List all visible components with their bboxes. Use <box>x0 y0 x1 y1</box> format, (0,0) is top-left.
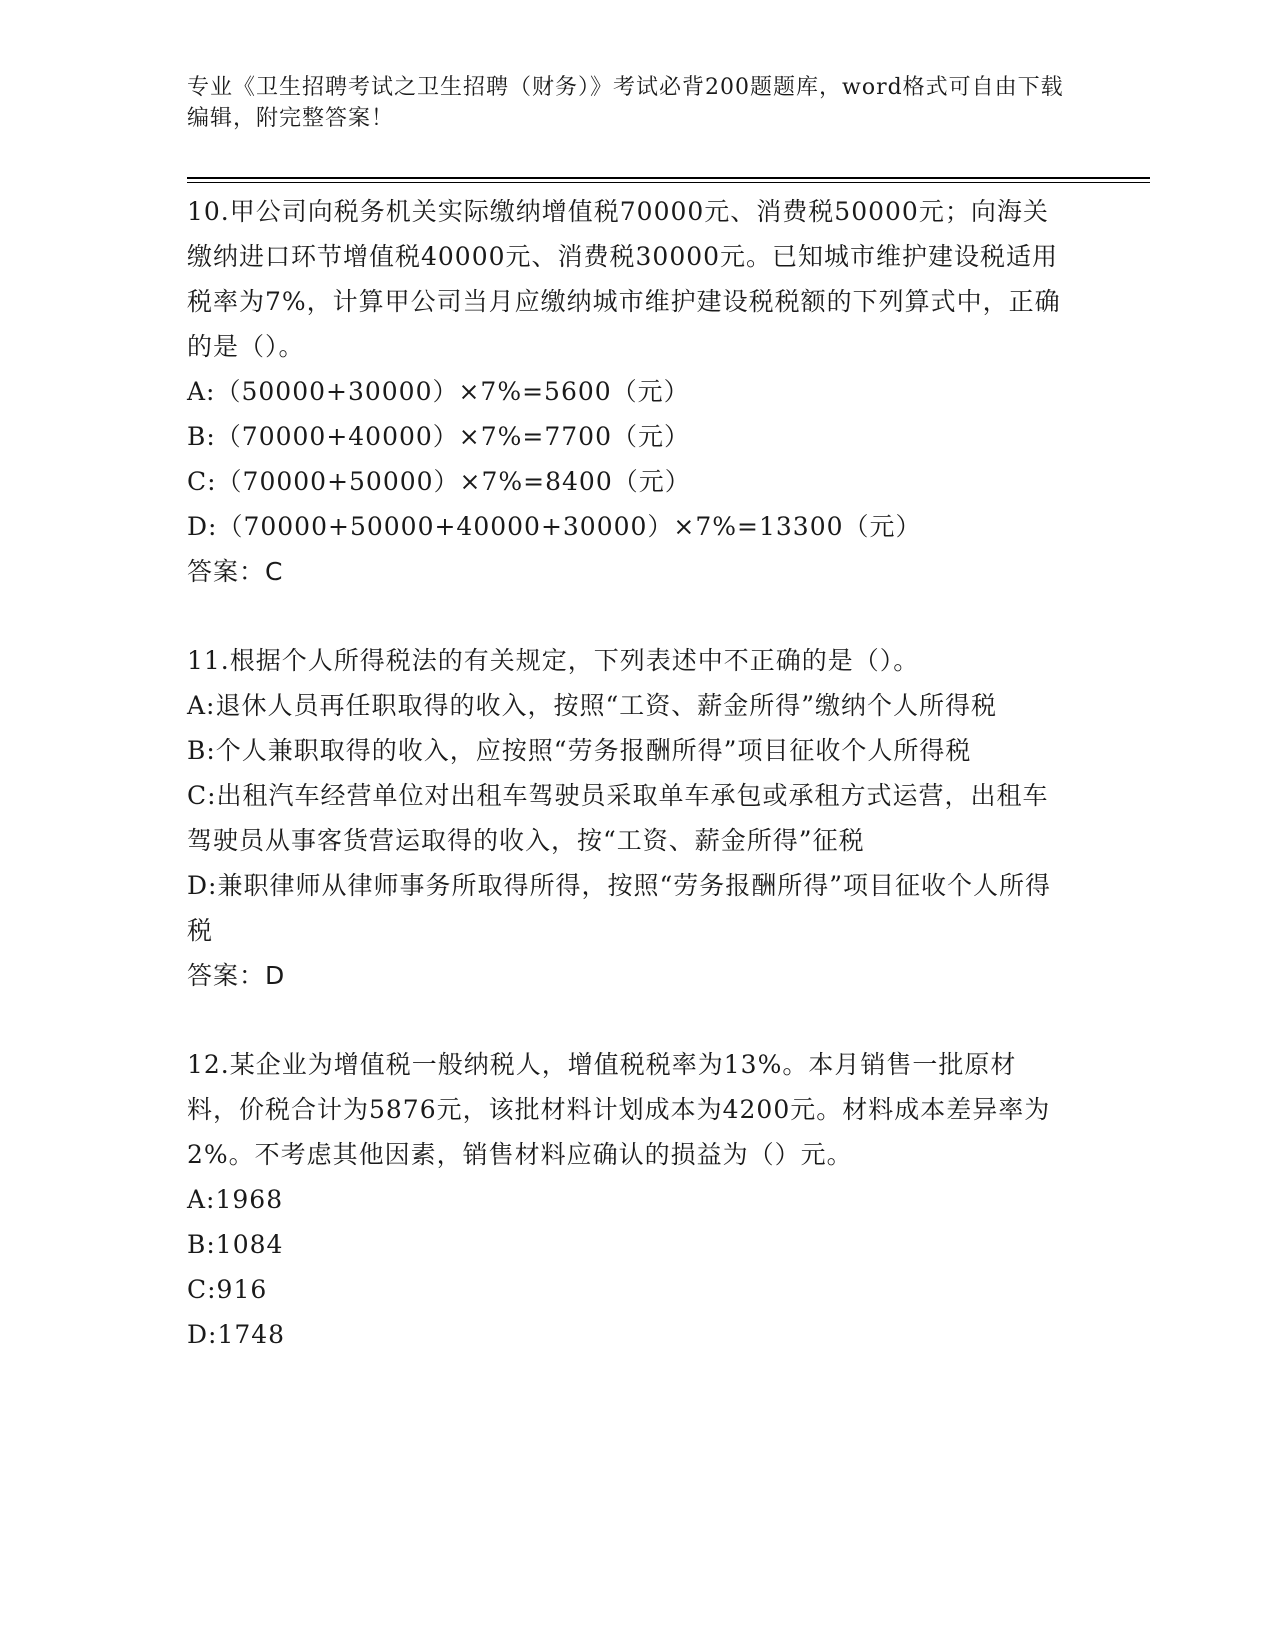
question-stem: 10.甲公司向税务机关实际缴纳增值税70000元、消费税50000元；向海关缴纳进口环节增值税40000元、消费税30000元。已知城市维护建设税适用税率为7%，计算甲公司当月应缴纳城市维护建设税税额的下列算式中，正确的是（）。 <box>187 197 1061 361</box>
option-c: C:出租汽车经营单位对出租车驾驶员采取单车承包或承租方式运营，出租车驾驶员从事客货营运取得的收入，按“工资、薪金所得”征税 <box>187 781 1049 855</box>
answer: 答案：D <box>187 961 286 990</box>
question-stem: 11.根据个人所得税法的有关规定，下列表述中不正确的是（）。 <box>187 646 920 675</box>
question-11 <box>187 638 1067 998</box>
option-b: B:1084 <box>187 1230 284 1259</box>
option-d: D:1748 <box>187 1320 286 1349</box>
question-spacer <box>187 594 1067 638</box>
option-d: D:兼职律师从律师事务所取得所得，按照“劳务报酬所得”项目征收个人所得税 <box>187 871 1052 945</box>
header-divider-thick <box>187 177 1150 179</box>
option-b: B:（70000+40000）×7%=7700（元） <box>187 422 690 451</box>
question-spacer <box>187 998 1067 1042</box>
option-d: D:（70000+50000+40000+30000）×7%=13300（元） <box>187 512 922 541</box>
option-c: C:916 <box>187 1275 268 1304</box>
option-c: C:（70000+50000）×7%=8400（元） <box>187 467 691 496</box>
option-a: A:（50000+30000）×7%=5600（元） <box>187 377 690 406</box>
question-10 <box>187 189 1067 594</box>
question-list <box>187 189 1067 1357</box>
question-stem: 12.某企业为增值税一般纳税人，增值税税率为13%。本月销售一批原材料，价税合计为5876元，该批材料计划成本为4200元。材料成本差异率为2%。不考虑其他因素，销售材料应确认的损益为（）元。 <box>187 1050 1051 1169</box>
option-a: A:退休人员再任职取得的收入，按照“工资、薪金所得”缴纳个人所得税 <box>187 691 998 720</box>
answer: 答案：C <box>187 557 284 586</box>
option-b: B:个人兼职取得的收入，应按照“劳务报酬所得”项目征收个人所得税 <box>187 736 972 765</box>
header-divider-thin <box>187 182 1150 183</box>
option-a: A:1968 <box>187 1185 284 1214</box>
question-12 <box>187 1042 1067 1357</box>
document-header: 专业《卫生招聘考试之卫生招聘（财务）》考试必背200题题库，word格式可自由下载编辑，附完整答案！ <box>187 75 1064 131</box>
